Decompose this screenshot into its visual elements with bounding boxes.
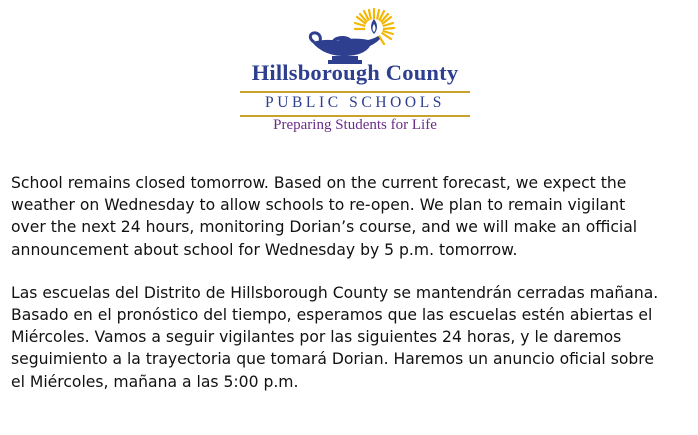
announcement-line: School remains closed tomorrow. Based on the current forecast, we expect the (11, 174, 627, 192)
district-logo (230, 8, 480, 138)
announcement-spanish (11, 282, 695, 393)
district-tagline: Preparing Students for Life (273, 117, 437, 133)
district-name: Hillsborough County (251, 60, 459, 85)
district-subtitle: PUBLIC SCHOOLS (264, 94, 446, 111)
oil-lamp-with-sunburst-icon (308, 8, 398, 66)
announcement-line: Las escuelas del Distrito de Hillsborough County se mantendrán cerradas mañana. (11, 283, 659, 302)
announcement-line: el Miércoles, mañana a las 5:00 p.m. (11, 372, 299, 391)
announcement-body (11, 172, 695, 393)
announcement-line: announcement about school for Wednesday by 5 p.m. tomorrow. (11, 240, 518, 259)
announcement-line: weather on Wednesday to allow schools to re-open. We plan to remain vigilant (11, 196, 626, 215)
announcement-line: Basado en el pronóstico del tiempo, esperamos que las escuelas estén abiertas el (11, 306, 653, 325)
announcement-line: Miércoles. Vamos a seguir vigilantes por las siguientes 24 horas, y le daremos (11, 328, 622, 347)
announcement-line: over the next 24 hours, monitoring Dorian’s course, and we will make an official (11, 218, 638, 237)
logo-divider-top (240, 91, 470, 93)
announcement-english (11, 172, 695, 261)
announcement-line: seguimiento a la trayectoria que tomará Dorian. Haremos un anuncio oficial sobre (11, 350, 654, 369)
